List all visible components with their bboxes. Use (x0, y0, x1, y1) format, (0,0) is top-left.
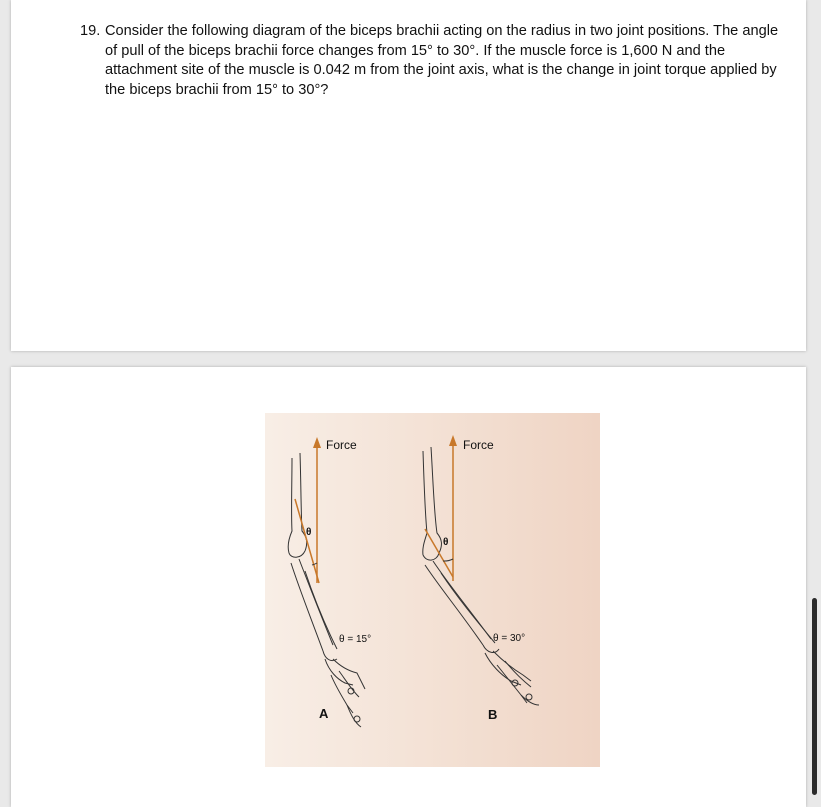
theta-label-b: θ (443, 537, 449, 548)
panel-letter-a: A (319, 706, 329, 721)
humerus-b (423, 447, 442, 560)
force-label-a: Force (326, 438, 357, 452)
hand-b (485, 651, 539, 705)
biceps-diagram (265, 413, 600, 767)
scrollbar-thumb[interactable] (812, 598, 817, 795)
angle-arc-b (443, 559, 453, 561)
theta-label-a: θ (306, 527, 312, 538)
force-label-b: Force (463, 438, 494, 452)
hand-a (325, 659, 365, 727)
question-card (11, 0, 806, 351)
question-number: 19. (80, 23, 101, 39)
angle-label-b: θ = 30° (493, 633, 526, 644)
force-arrowhead-b (449, 435, 457, 446)
panel-letter-b: B (488, 707, 498, 722)
forearm-b (425, 561, 499, 652)
angle-label-a: θ = 15° (339, 634, 372, 645)
panel-a (288, 437, 371, 727)
diagram-svg (265, 413, 600, 767)
question-text: Consider the following diagram of the biceps brachii acting on the radius in two joint positions. The angle of pull of the biceps brachii force changes from 15° to 30°. If the muscle force is 1,600 N and the attachment site of the muscle is 0.042 m from the joint axis, what is the change in joint torque applied by the biceps brachii from 15° to 30°? (105, 23, 779, 98)
forearm-a (291, 559, 337, 661)
force-arrowhead-a (313, 437, 321, 448)
figure-card (11, 367, 806, 807)
question-block (80, 22, 780, 100)
panel-b (423, 435, 539, 722)
pull-line-a (295, 499, 319, 583)
